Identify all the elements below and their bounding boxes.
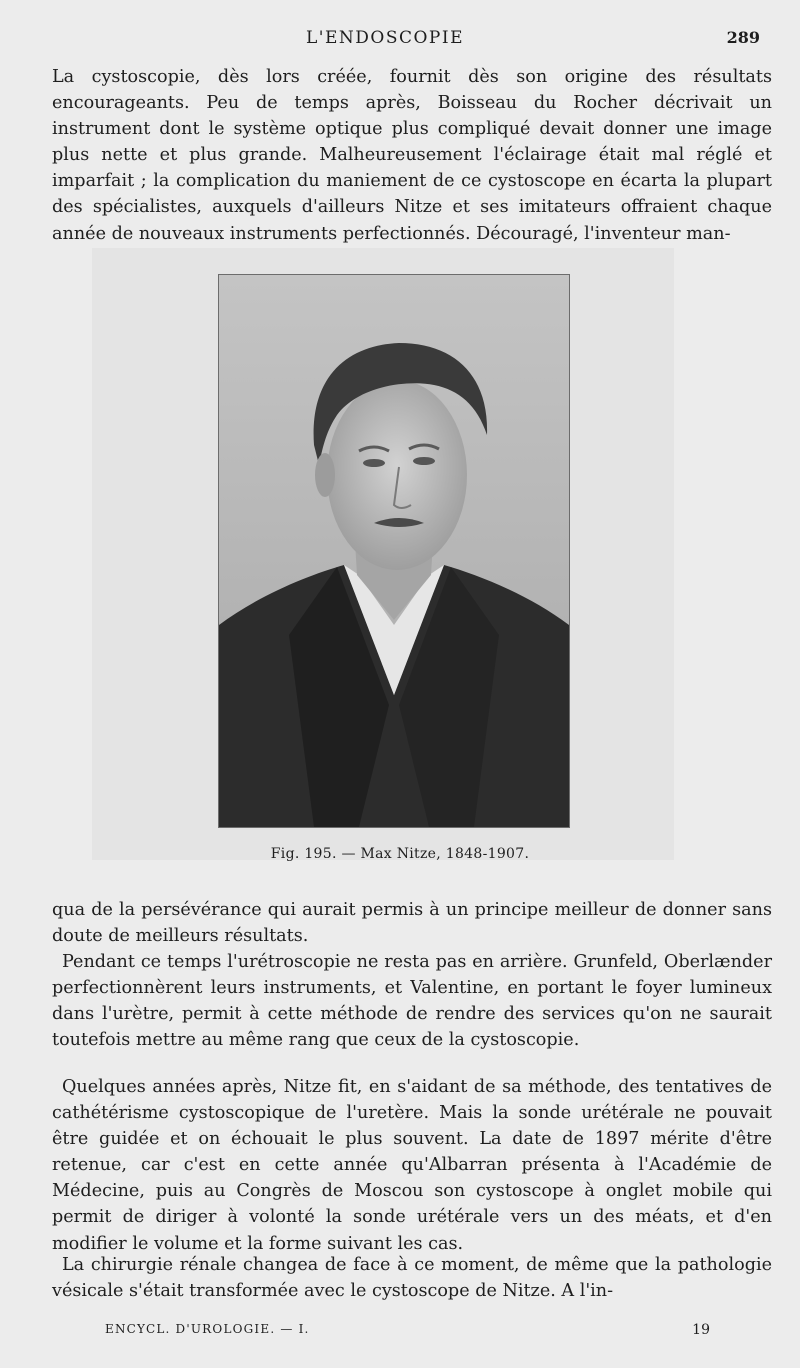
paragraph-urethroscopy: Pendant ce temps l'urétroscopie ne resta pas en arrière. Grunfeld, Oberlænder perfectionnèrent leurs instruments, et Valentine, en portant le foyer lumineux dans l'urètre, permit à cette méthode de rendre des services qu'on ne saurait toutefois mettre au même rang que ceux de la cystoscopie.: [52, 952, 772, 1051]
paragraph-continuation: qua de la persévérance qui aurait permis à un principe meilleur de donner sans doute de meilleurs résultats.: [52, 900, 772, 947]
portrait-photo: [219, 275, 569, 827]
running-head: [0, 28, 800, 52]
footer-sheet-number: 19: [692, 1322, 710, 1338]
paragraph-cystoscopy-origins: La cystoscopie, dès lors créée, fournit dès son origine des résultats encourageants. Peu de temps après, Boisseau du Rocher décrivait un instrument dont le système optique plus compliqué devait donner une image plus nette et plus grande. Malheureusement l'éclairage était mal réglé et imparfait ; la complication du maniement de ce cystoscope en écarta la plupart des spécialistes, auxquels d'ailleurs Nitze et ses imitateurs offraient chaque année de nouveaux instruments perfectionnés. Découragé, l'inventeur man-: [52, 67, 772, 244]
running-title: L'ENDOSCOPIE: [306, 28, 464, 48]
paragraph-ureteral-catheterism: Quelques années après, Nitze fit, en s'aidant de sa méthode, des tentatives de cathétérisme cystoscopique de l'uretère. Mais la sonde urétérale ne pouvait être guidée et on échouait le plus souvent. La date de 1897 mérite d'être retenue, car c'est en cette année qu'Albarran présenta à l'Académie de Médecine, puis au Congrès de Moscou son cystoscope à onglet mobile qui permit de diriger à volonté la sonde urétérale vers un des méats, et d'en modifier le volume et la forme suivant les cas.: [52, 1077, 772, 1254]
page-number: 289: [726, 28, 760, 47]
figure-caption: Fig. 195. — Max Nitze, 1848-1907.: [270, 846, 530, 862]
paragraph-renal-surgery: La chirurgie rénale changea de face à ce moment, de même que la pathologie vésicale s'était transformée avec le cystoscope de Nitze. A l'in-: [52, 1255, 772, 1302]
page-footer: [0, 1322, 800, 1342]
footer-signature: ENCYCL. D'UROLOGIE. — I.: [105, 1322, 310, 1336]
